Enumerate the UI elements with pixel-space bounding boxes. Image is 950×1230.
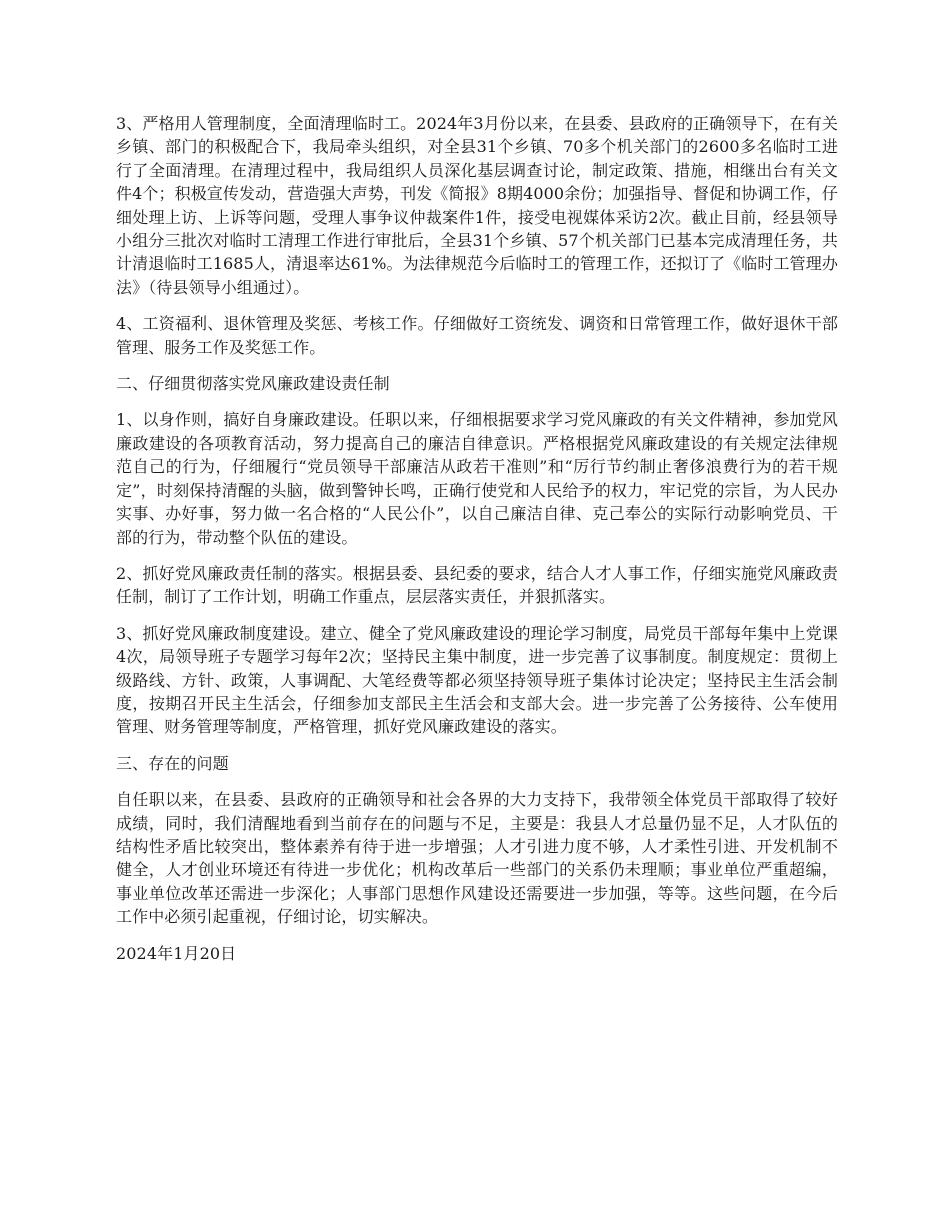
document-page bbox=[116, 112, 838, 978]
paragraph-existing-problems: 自任职以来，在县委、县政府的正确领导和社会各界的大力支持下，我带领全体党员干部取得了较好成绩，同时，我们清醒地看到当前存在的问题与不足，主要是：我县人才总量仍显不足，人才队伍的结构性矛盾比较突出，整体素养有待于进一步增强；人才引进力度不够，人才柔性引进、开发机制不健全，人才创业环境还有待进一步优化；机构改革后一些部门的关系仍未理顺；事业单位严重超编，事业单位改革还需进一步深化；人事部门思想作风建设还需要进一步加强，等等。这些问题，在今后工作中必须引起重视，仔细讨论，切实解决。 bbox=[116, 790, 838, 927]
paragraph-temp-worker-cleanup: 3、严格用人管理制度，全面清理临时工。2024年3月份以来，在县委、县政府的正确领导下，在有关乡镇、部门的积极配合下，我局牵头组织，对全县31个乡镇、70多个机关部门的2600多名临时工进行了全面清理。在清理过程中，我局组织人员深化基层调查讨论，制定政策、措施，相继出台有关文件4个；积极宣传发动，营造强大声势，刊发《简报》8期4000余份；加强指导、督促和协调工作，仔细处理上访、上诉等问题，受理人事争议仲裁案件1件，接受电视媒体采访2次。截止目前，经县领导小组分三批次对临时工清理工作进行审批后，全县31个乡镇、57个机关部门已基本完成清理任务，共计清退临时工1685人，清退率达61%。为法律规范今后临时工的管理工作，还拟订了《临时工管理办法》（待县领导小组通过）。 bbox=[116, 114, 838, 297]
paragraph-self-integrity: 1、以身作则，搞好自身廉政建设。任职以来，仔细根据要求学习党风廉政的有关文件精神，参加党风廉政建设的各项教育活动，努力提高自己的廉洁自律意识。严格根据党风廉政建设的有关规定法律规范自己的行为，仔细履行“党员领导干部廉洁从政若干准则”和“厉行节约制止奢侈浪费行为的若干规定”，时刻保持清醒的头脑，做到警钟长鸣，正确行使党和人民给予的权力，牢记党的宗旨，为人民办实事、办好事，努力做一名合格的“人民公仆”，以自己廉洁自律、克己奉公的实际行动影响党员、干部的行为，带动整个队伍的建设。 bbox=[116, 410, 838, 547]
paragraph-system-construction: 3、抓好党风廉政制度建设。建立、健全了党风廉政建设的理论学习制度，局党员干部每年集中上党课4次，局领导班子专题学习每年2次；坚持民主集中制度，进一步完善了议事制度。制度规定：贯彻上级路线、方针、政策，人事调配、大笔经费等都必须坚持领导班子集体讨论决定；坚持民主生活会制度，按期召开民主生活会，仔细参加支部民主生活会和支部大会。进一步完善了公务接待、公车使用管理、财务管理等制度，严格管理，抓好党风廉政建设的落实。 bbox=[116, 623, 838, 737]
section-heading-problems: 三、存在的问题 bbox=[116, 753, 229, 773]
document-date: 2024年1月20日 bbox=[116, 943, 237, 963]
section-heading-party-conduct: 二、仔细贯彻落实党风廉政建设责任制 bbox=[116, 374, 390, 394]
paragraph-salary-welfare: 4、工资福利、退休管理及奖惩、考核工作。仔细做好工资统发、调资和日常管理工作，做好退休干部管理、服务工作及奖惩工作。 bbox=[116, 314, 838, 357]
paragraph-responsibility-system: 2、抓好党风廉政责任制的落实。根据县委、县纪委的要求，结合人才人事工作，仔细实施党风廉政责任制，制订了工作计划，明确工作重点，层层落实责任，并狠抓落实。 bbox=[116, 563, 838, 607]
